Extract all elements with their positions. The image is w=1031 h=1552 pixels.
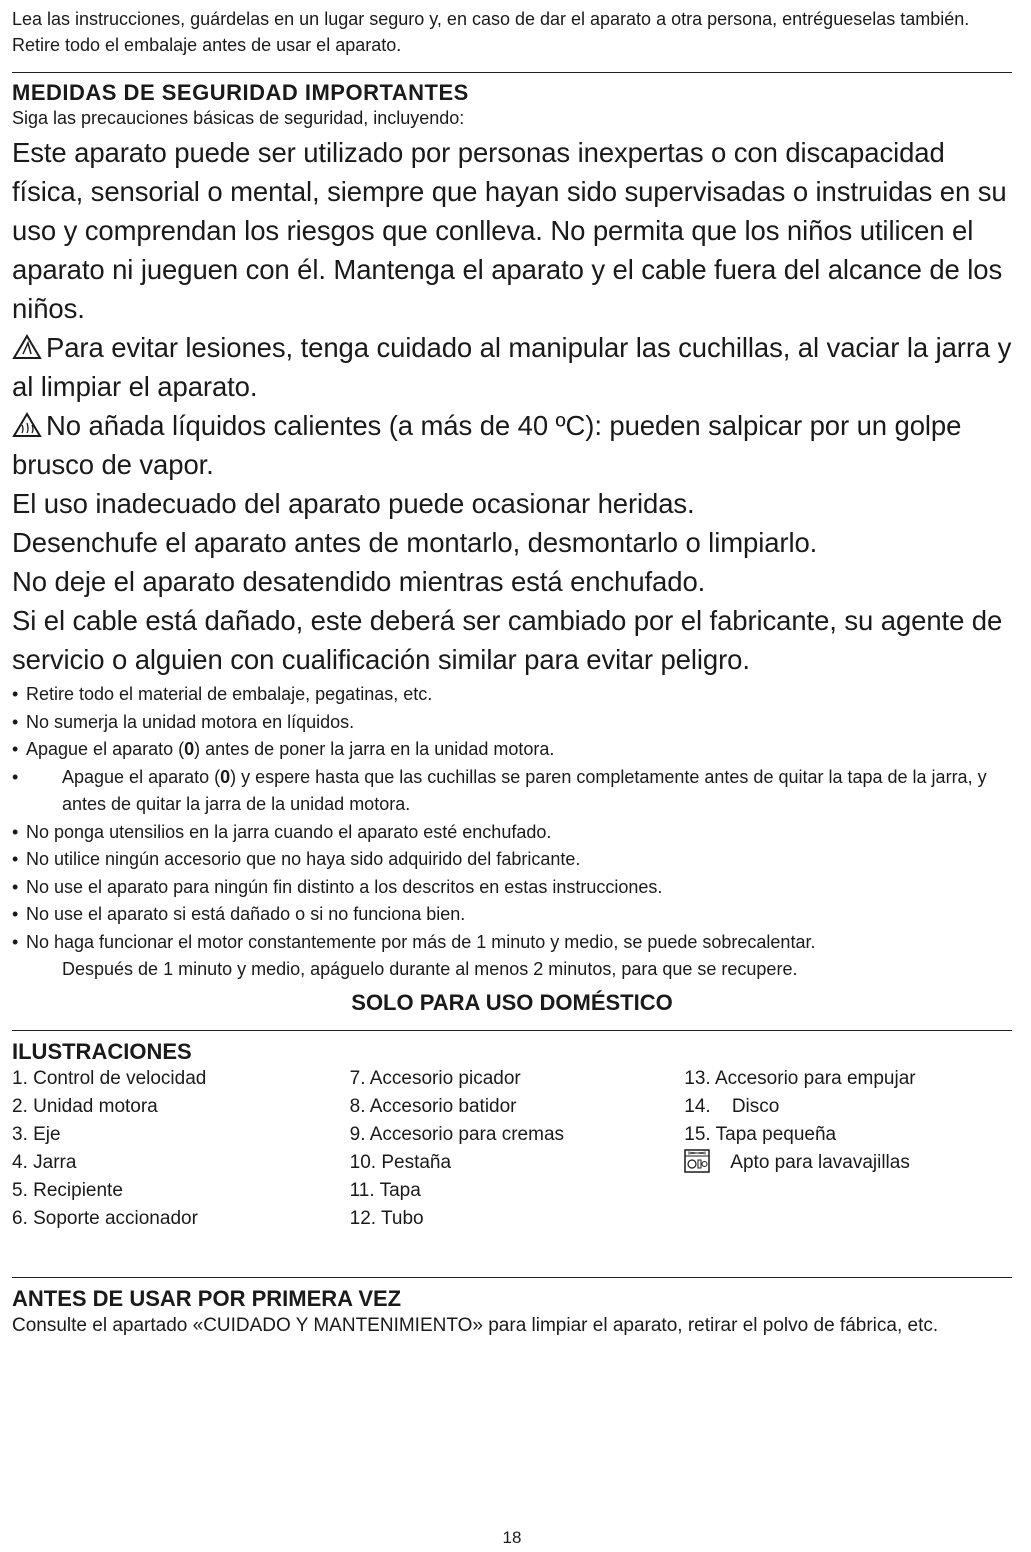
list-item: 8. Accesorio batidor: [349, 1095, 517, 1117]
list-item: 5. Recipiente: [12, 1179, 123, 1201]
list-item: • No use el aparato para ningún fin distinto a los descritos en estas instrucciones.: [12, 876, 663, 897]
page-number: 18: [502, 1528, 522, 1547]
list-item: 6. Soporte accionador: [12, 1207, 198, 1229]
safety-paragraph: Este aparato puede ser utilizado por personas inexpertas o con discapacidad física, sensorial o mental, siempre que hayan sido supervisadas o instruidas en su uso y comprendan los riesgos que conlleva. No permita que los niños utilicen el aparato ni jueguen con él. Mantenga el aparato y el cable fuera del alcance de los niños.: [12, 137, 1007, 324]
divider: [12, 1030, 1012, 1031]
list-item-continuation: Después de 1 minuto y medio, apáguelo durante al menos 2 minutos, para que se recupere.: [62, 959, 798, 979]
list-item: 11. Tapa: [349, 1179, 421, 1201]
warning-hot-liquid: [12, 406, 1012, 484]
list-item: 3. Eje: [12, 1123, 61, 1145]
safety-line: Si el cable está dañado, este deberá ser cambiado por el fabricante, su agente de servicio o alguien con cualificación similar para evitar peligro.: [12, 605, 1003, 675]
manual-page: [12, 6, 1012, 1547]
dishwasher-safe-label: Apto para lavavajillas: [730, 1151, 910, 1173]
first-use-text: Consulte el apartado «CUIDADO Y MANTENIMIENTO» para limpiar el aparato, retirar el polvo de fábrica, etc.: [12, 1314, 939, 1336]
list-item: • Apague el aparato (0) y espere hasta que las cuchillas se paren completamente antes de quitar la tapa de la jarra, y antes de quitar la jarra de la unidad motora.: [12, 766, 987, 814]
list-item: • Retire todo el material de embalaje, pegatinas, etc.: [12, 684, 433, 704]
illustrations-column: [684, 1065, 1012, 1233]
list-item: 13. Accesorio para empujar: [684, 1067, 916, 1089]
illustrations-title: ILUSTRACIONES: [12, 1038, 192, 1064]
divider: [12, 1277, 1012, 1278]
dishwasher-safe-item: [684, 1149, 1012, 1177]
divider: [12, 72, 1012, 73]
list-item: 9. Accesorio para cremas: [349, 1123, 565, 1145]
list-item: • No use el aparato si está dañado o si no funciona bien.: [12, 904, 466, 924]
illustrations-column: [350, 1065, 685, 1233]
intro-text: Lea las instrucciones, guárdelas en un lugar seguro y, en caso de dar el aparato a otra persona, entrégueselas también. Retire todo el embalaje antes de usar el aparato.: [12, 9, 970, 55]
safety-bullet-list: [12, 681, 1012, 956]
list-item: • No haga funcionar el motor constantemente por más de 1 minuto y medio, se puede sobrecalentar.: [12, 931, 816, 952]
hot-surface-warning-icon: [12, 412, 42, 438]
illustrations-column: [12, 1065, 350, 1233]
list-item: • No utilice ningún accesorio que no haya sido adquirido del fabricante.: [12, 849, 581, 869]
safety-title: MEDIDAS DE SEGURIDAD IMPORTANTES: [12, 80, 469, 105]
list-item: • No sumerja la unidad motora en líquidos.: [12, 711, 355, 732]
list-item: 2. Unidad motora: [12, 1095, 158, 1117]
list-item: 4. Jarra: [12, 1151, 77, 1173]
safety-line: El uso inadecuado del aparato puede ocasionar heridas.: [12, 488, 695, 519]
first-use-title: ANTES DE USAR POR PRIMERA VEZ: [12, 1285, 402, 1311]
list-item: 15. Tapa pequeña: [684, 1123, 837, 1145]
safety-line: No deje el aparato desatendido mientras está enchufado.: [12, 566, 706, 597]
list-item: 10. Pestaña: [349, 1151, 452, 1173]
warning-hot-liquid-text: No añada líquidos calientes (a más de 40 ºC): pueden salpicar por un golpe brusco de vapor.: [12, 410, 962, 480]
list-item: 12. Tubo: [349, 1207, 424, 1229]
household-notice: SOLO PARA USO DOMÉSTICO: [351, 989, 673, 1015]
warning-triangle-icon: [12, 334, 42, 360]
safety-line: Desenchufe el aparato antes de montarlo, desmontarlo o limpiarlo.: [12, 527, 818, 558]
dishwasher-icon: [684, 1149, 710, 1173]
list-item: 14. Disco: [684, 1095, 780, 1117]
warning-blades: [12, 328, 1012, 406]
list-item: 7. Accesorio picador: [349, 1067, 521, 1089]
list-item: • No ponga utensilios en la jarra cuando el aparato esté enchufado.: [12, 821, 552, 842]
list-item: 1. Control de velocidad: [12, 1067, 207, 1089]
warning-blades-text: Para evitar lesiones, tenga cuidado al manipular las cuchillas, al vaciar la jarra y al limpiar el aparato.: [12, 332, 1012, 402]
list-item: • Apague el aparato (0) antes de poner la jarra en la unidad motora.: [12, 739, 555, 759]
illustrations-list: [12, 1065, 1012, 1233]
safety-subtitle: Siga las precauciones básicas de seguridad, incluyendo:: [12, 108, 465, 128]
